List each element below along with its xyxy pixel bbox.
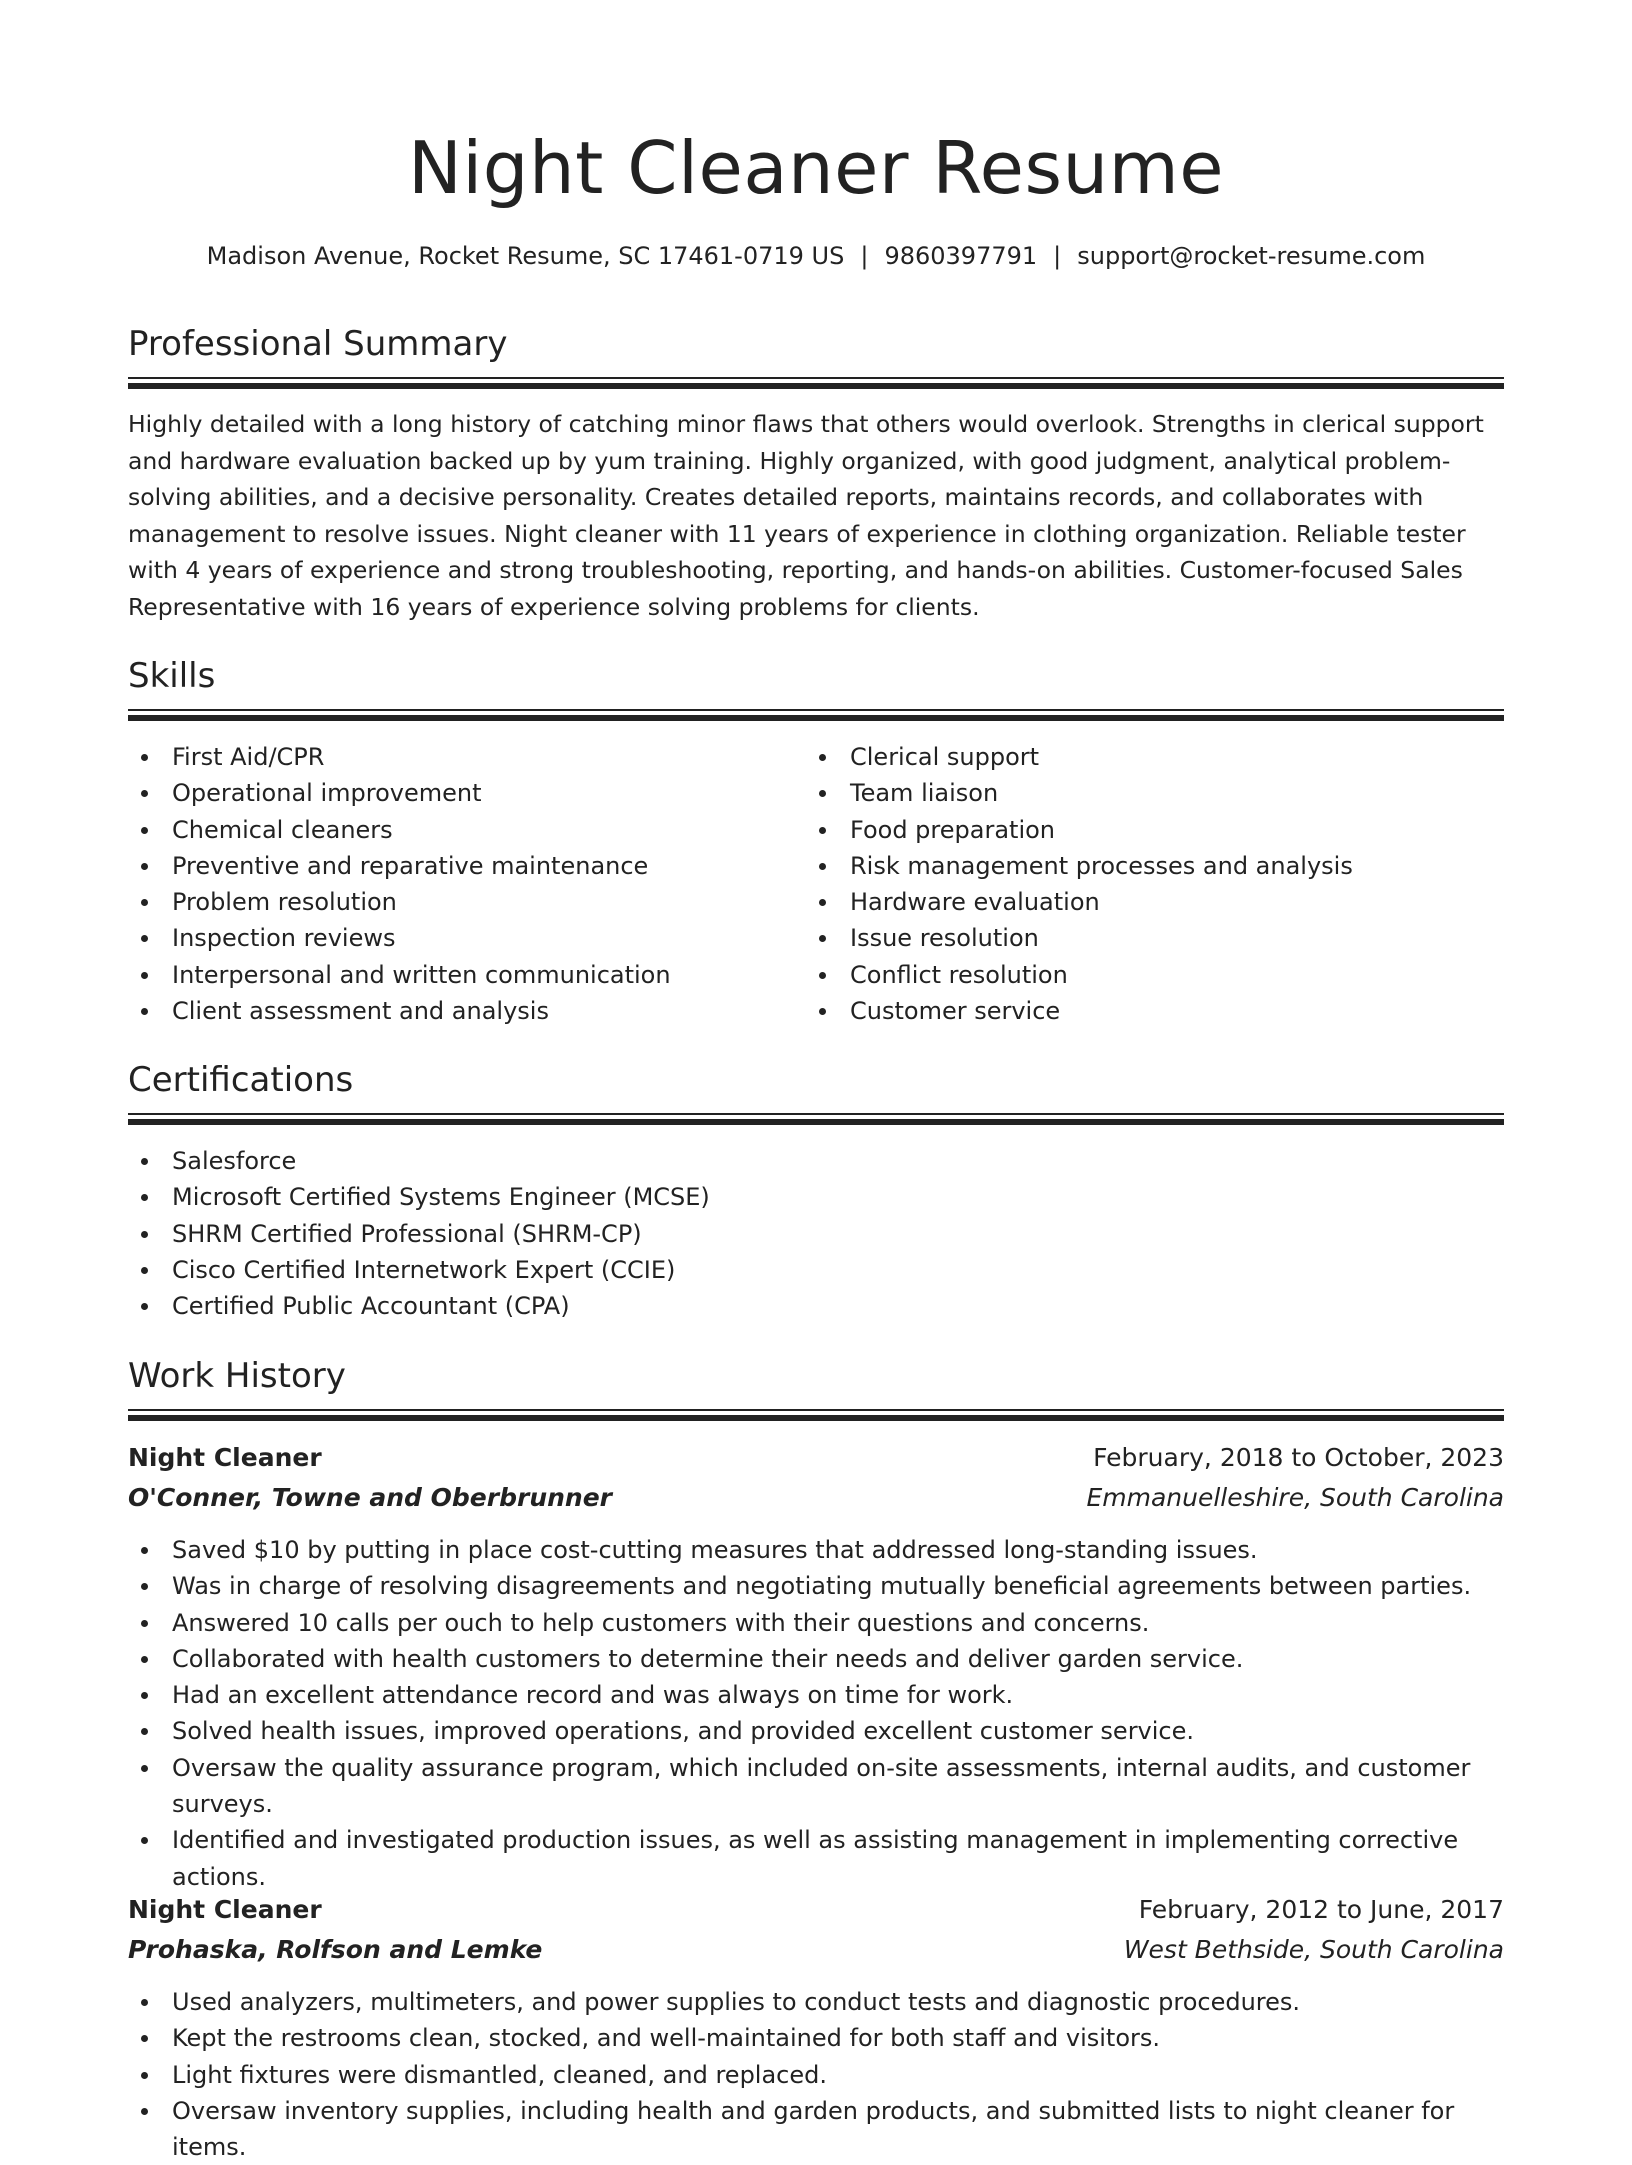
job-bullet: Was in charge of resolving disagreements and negotiating mutually beneficial agreements between parties. <box>128 1568 1504 1604</box>
job-bullet: Used analyzers, multimeters, and power supplies to conduct tests and diagnostic procedures. <box>128 1984 1504 2020</box>
resume-title: Night Cleaner Resume <box>407 126 1225 210</box>
skill-item: Operational improvement <box>128 775 804 811</box>
job-dates: February, 2018 to October, 2023 <box>1093 1443 1504 1472</box>
phone: 9860397791 <box>884 242 1038 270</box>
contact-separator: | <box>1053 242 1062 270</box>
skill-item: Preventive and reparative maintenance <box>128 848 804 884</box>
certification-item: Microsoft Certified Systems Engineer (MCSE) <box>128 1179 1504 1215</box>
job-dates: February, 2012 to June, 2017 <box>1138 1895 1504 1924</box>
skill-item: Client assessment and analysis <box>128 993 804 1029</box>
skill-item: Inspection reviews <box>128 920 804 956</box>
work-history-heading: Work History <box>128 1356 346 1396</box>
skill-item: Team liaison <box>806 775 1504 811</box>
skills-heading: Skills <box>128 656 216 696</box>
job-location: West Bethside, South Carolina <box>1123 1935 1504 1964</box>
job-bullet: Oversaw the quality assurance program, which included on-site assessments, internal audits, and customer surveys. <box>128 1750 1504 1823</box>
skill-item: Clerical support <box>806 739 1504 775</box>
job-bullet: Identified and investigated production issues, as well as assisting management in implementing corrective actions. <box>128 1822 1504 1895</box>
job-bullet: Solved health issues, improved operations, and provided excellent customer service. <box>128 1713 1504 1749</box>
job-bullet: Kept the restrooms clean, stocked, and well-maintained for both staff and visitors. <box>128 2020 1504 2056</box>
skill-item: Hardware evaluation <box>806 884 1504 920</box>
job-bullet: Collaborated with health customers to determine their needs and deliver garden service. <box>128 1641 1504 1677</box>
skill-item: Food preparation <box>806 812 1504 848</box>
skill-item: Issue resolution <box>806 920 1504 956</box>
address: Madison Avenue, Rocket Resume, SC 17461-0719 US <box>206 242 845 270</box>
contact-line <box>128 238 1504 274</box>
skill-item: Conflict resolution <box>806 957 1504 993</box>
job-bullets <box>128 1532 1504 1895</box>
skills-list-left <box>128 739 804 1029</box>
job-bullet: Answered 10 calls per ouch to help customers with their questions and concerns. <box>128 1605 1504 1641</box>
job-bullet: Had an excellent attendance record and was always on time for work. <box>128 1677 1504 1713</box>
skill-item: Chemical cleaners <box>128 812 804 848</box>
contact-separator: | <box>860 242 869 270</box>
certification-item: SHRM Certified Professional (SHRM-CP) <box>128 1216 1504 1252</box>
job-bullet: Saved $10 by putting in place cost-cutting measures that addressed long-standing issues. <box>128 1532 1504 1568</box>
summary-text: Highly detailed with a long history of catching minor flaws that others would overlook. Strengths in clerical support and hardware evaluation backed up by yum training. Highly organized, with good judgment, analytical problem-solving abilities, and a decisive personality. Creates detailed reports, maintains records, and collaborates with management to resolve issues. Night cleaner with 11 years of experience in clothing organization. Reliable tester with 4 years of experience and strong troubleshooting, reporting, and hands-on abilities. Customer-focused Sales Representative with 16 years of experience solving problems for clients. <box>128 410 1484 621</box>
certifications-heading: Certifications <box>128 1060 354 1100</box>
job-bullet: Light fixtures were dismantled, cleaned, and replaced. <box>128 2057 1504 2093</box>
skill-item: First Aid/CPR <box>128 739 804 775</box>
email: support@rocket-resume.com <box>1077 242 1426 270</box>
skill-item: Interpersonal and written communication <box>128 957 804 993</box>
job-title: Night Cleaner <box>128 1895 322 1924</box>
certification-item: Cisco Certified Internetwork Expert (CCIE) <box>128 1252 1504 1288</box>
job-company: Prohaska, Rolfson and Lemke <box>128 1935 543 1964</box>
skills-list-right <box>806 739 1504 1029</box>
section-divider <box>128 1113 1504 1125</box>
skill-item: Risk management processes and analysis <box>806 848 1504 884</box>
skill-item: Customer service <box>806 993 1504 1029</box>
certification-item: Certified Public Accountant (CPA) <box>128 1288 1504 1324</box>
job-bullet: Oversaw inventory supplies, including health and garden products, and submitted lists to night cleaner for items. <box>128 2093 1504 2165</box>
job-bullets <box>128 1984 1504 2165</box>
job-title: Night Cleaner <box>128 1443 322 1472</box>
summary-heading: Professional Summary <box>128 324 508 364</box>
skill-item: Problem resolution <box>128 884 804 920</box>
certifications-list <box>128 1143 1504 1324</box>
section-divider <box>128 377 1504 389</box>
job-location: Emmanuelleshire, South Carolina <box>1086 1483 1504 1512</box>
section-divider <box>128 709 1504 721</box>
section-divider <box>128 1409 1504 1421</box>
certification-item: Salesforce <box>128 1143 1504 1179</box>
job-company: O'Conner, Towne and Oberbrunner <box>128 1483 612 1512</box>
